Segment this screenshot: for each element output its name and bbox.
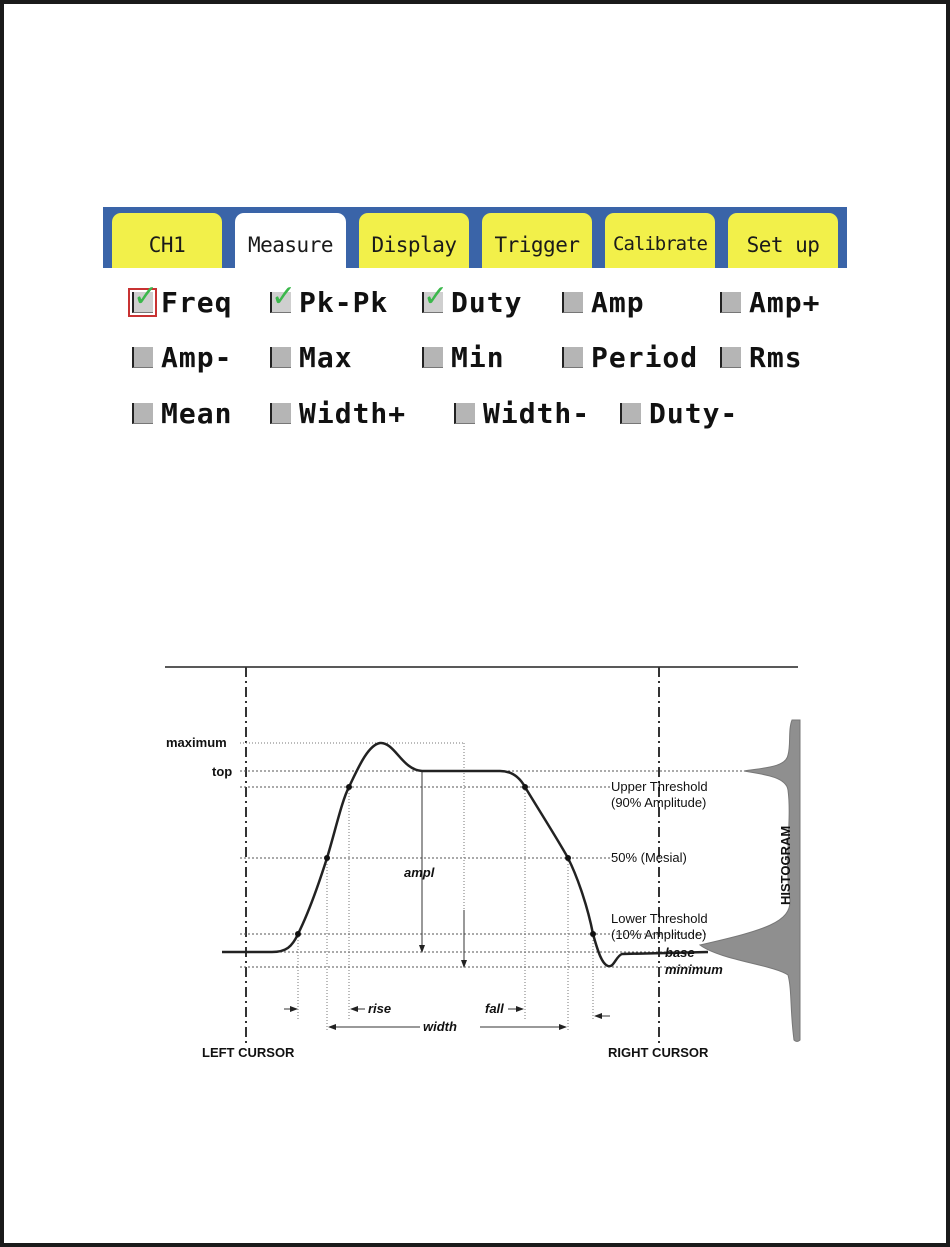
- option-label: Amp-: [161, 340, 233, 374]
- point-50-fall: [565, 855, 571, 861]
- width-label: width: [423, 1019, 457, 1034]
- checkbox[interactable]: [132, 278, 160, 314]
- option-amp-minus[interactable]: [132, 339, 232, 375]
- top-label: top: [212, 764, 233, 779]
- option-pk-pk[interactable]: [270, 278, 389, 320]
- point-90-rise: [346, 784, 352, 790]
- checkbox[interactable]: [562, 347, 583, 368]
- option-duty[interactable]: [422, 278, 523, 320]
- checkbox[interactable]: [454, 403, 475, 424]
- tab-trigger[interactable]: Trigger: [482, 213, 592, 268]
- option-label: Amp: [591, 285, 645, 319]
- tab-measure[interactable]: Measure: [235, 213, 346, 268]
- histogram-label: HISTOGRAM: [778, 825, 793, 905]
- checkbox[interactable]: [620, 403, 641, 424]
- tab-display[interactable]: Display: [359, 213, 469, 268]
- fall-label: fall: [485, 1001, 504, 1016]
- checkbox[interactable]: [562, 292, 583, 313]
- option-width-plus[interactable]: [270, 395, 406, 431]
- tab-ch1[interactable]: CH1: [112, 213, 222, 268]
- checkbox[interactable]: [422, 278, 450, 314]
- left-cursor-label: LEFT CURSOR: [202, 1045, 295, 1060]
- option-label: Freq: [161, 285, 233, 319]
- option-amp-plus[interactable]: [720, 284, 820, 320]
- upper-threshold-pct-label: (90% Amplitude): [611, 795, 707, 810]
- option-label: Min: [451, 340, 505, 374]
- option-label: Rms: [749, 340, 803, 374]
- checkbox[interactable]: [270, 347, 291, 368]
- lower-threshold-label: Lower Threshold: [611, 911, 708, 926]
- tab-setup[interactable]: Set up: [728, 213, 838, 268]
- pulse-diagram: [160, 660, 805, 1065]
- check-icon: ✓: [271, 278, 298, 314]
- option-label: Mean: [161, 396, 233, 430]
- option-label: Pk-Pk: [299, 285, 389, 319]
- rise-label: rise: [368, 1001, 392, 1016]
- lower-threshold-pct-label: (10% Amplitude): [611, 927, 707, 942]
- base-label: base: [665, 945, 695, 960]
- point-50-rise: [324, 855, 330, 861]
- option-label: Duty: [451, 285, 523, 319]
- checkbox[interactable]: [720, 347, 741, 368]
- option-label: Width-: [483, 396, 591, 430]
- option-label: Period: [591, 340, 699, 374]
- check-icon: ✓: [423, 278, 450, 314]
- option-max[interactable]: [270, 339, 353, 375]
- point-10-fall: [590, 931, 596, 937]
- option-freq[interactable]: [132, 278, 233, 320]
- point-90-fall: [522, 784, 528, 790]
- point-10-rise: [295, 931, 301, 937]
- mesial-label: 50% (Mesial): [611, 850, 687, 865]
- option-label: Width+: [299, 396, 407, 430]
- option-amp[interactable]: [562, 284, 645, 320]
- checkbox[interactable]: [270, 403, 291, 424]
- option-label: Duty-: [649, 396, 739, 430]
- checkbox[interactable]: [720, 292, 741, 313]
- option-duty-minus[interactable]: [620, 395, 738, 431]
- option-mean[interactable]: [132, 395, 232, 431]
- checkbox[interactable]: [132, 403, 153, 424]
- option-period[interactable]: [562, 339, 698, 375]
- option-width-minus[interactable]: [454, 395, 590, 431]
- minimum-label: minimum: [665, 962, 723, 977]
- option-label: Amp+: [749, 285, 821, 319]
- checkbox[interactable]: [132, 347, 153, 368]
- option-rms[interactable]: [720, 339, 803, 375]
- upper-threshold-label: Upper Threshold: [611, 779, 708, 794]
- checkbox[interactable]: [422, 347, 443, 368]
- option-label: Max: [299, 340, 353, 374]
- tab-calibrate[interactable]: Calibrate: [605, 213, 715, 268]
- ampl-label: ampl: [404, 865, 435, 880]
- option-min[interactable]: [422, 339, 505, 375]
- checkbox[interactable]: [270, 278, 298, 314]
- tab-bar: [103, 207, 847, 268]
- check-icon: ✓: [133, 278, 160, 314]
- maximum-label: maximum: [166, 735, 227, 750]
- right-cursor-label: RIGHT CURSOR: [608, 1045, 709, 1060]
